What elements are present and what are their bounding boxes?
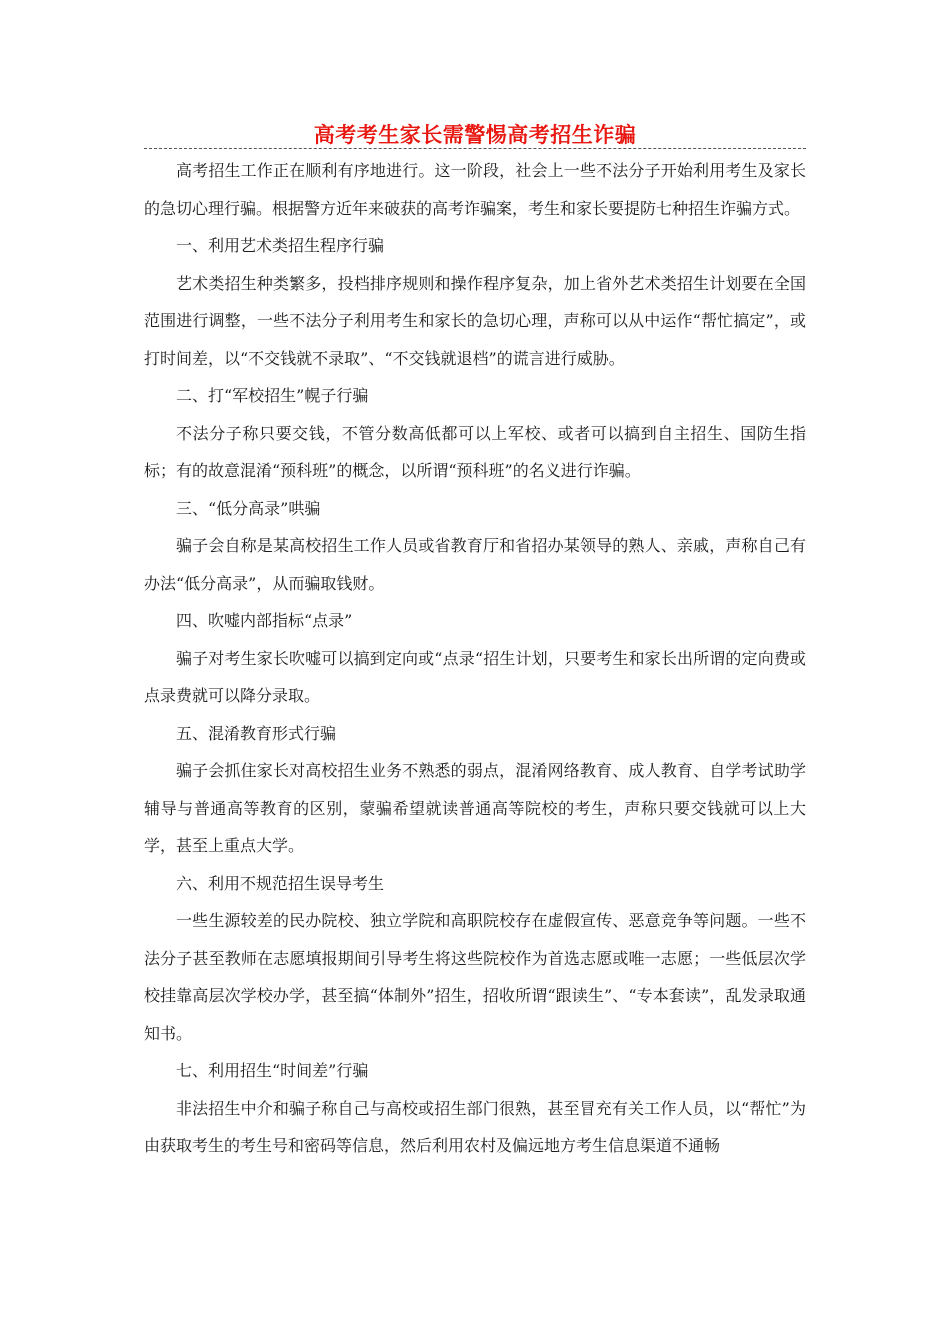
- section-heading-3: 三、“低分高录”哄骗: [176, 498, 321, 518]
- section-body-6: 一些生源较差的民办院校、独立学院和高职院校存在虚假宣传、恶意竞争等问题。一些不法分子甚至教师在志愿填报期间引导考生将这些院校作为首选志愿或唯一志愿；一些低层次学校挂靠高层次学校办学，甚至搞“体制外”招生，招收所谓“跟读生”、“专本套读”，乱发录取通知书。: [144, 911, 806, 1043]
- section-body-1: 艺术类招生种类繁多，投档排序规则和操作程序复杂，加上省外艺术类招生计划要在全国范围进行调整，一些不法分子利用考生和家长的急切心理，声称可以从中运作“帮忙搞定”，或打时间差，以“不交钱就不录取”、“不交钱就退档”的谎言进行威胁。: [144, 273, 806, 368]
- section-heading-2: 二、打“军校招生”幌子行骗: [176, 386, 369, 405]
- section-heading-4: 四、吹嘘内部指标“点录”: [176, 611, 353, 630]
- page-title: [144, 120, 806, 150]
- section-body-3: 骗子会自称是某高校招生工作人员或省教育厅和省招办某领导的熟人、亲戚，声称自己有办法“低分高录”，从而骗取钱财。: [144, 536, 806, 593]
- section-body-2: 不法分子称只要交钱，不管分数高低都可以上军校、或者可以搞到自主招生、国防生指标；有的故意混淆“预科班”的概念，以所谓“预科班”的名义进行诈骗。: [144, 423, 806, 480]
- section-heading-5: 五、混淆教育形式行骗: [176, 723, 337, 743]
- page-title-text: 高考考生家长需警惕高考招生诈骗: [310, 123, 641, 147]
- intro-paragraph: 高考招生工作正在顺利有序地进行。这一阶段，社会上一些不法分子开始利用考生及家长的急切心理行骗。根据警方近年来破获的高考诈骗案，考生和家长要提防七种招生诈骗方式。: [144, 161, 806, 218]
- title-block: [144, 118, 806, 152]
- section-heading-7: 七、利用招生“时间差”行骗: [176, 1061, 369, 1080]
- section-heading-6: 六、利用不规范招生误导考生: [176, 873, 385, 893]
- section-body-7: 非法招生中介和骗子称自己与高校或招生部门很熟，甚至冒充有关工作人员，以“帮忙”为由获取考生的考生号和密码等信息，然后利用农村及偏远地方考生信息渠道不通畅: [144, 1098, 806, 1155]
- section-body-4: 骗子对考生家长吹嘘可以搞到定向或“点录“招生计划，只要考生和家长出所谓的定向费或点录费就可以降分录取。: [144, 648, 806, 705]
- section-body-5: 骗子会抓住家长对高校招生业务不熟悉的弱点，混淆网络教育、成人教育、自学考试助学辅导与普通高等教育的区别，蒙骗希望就读普通高等院校的考生，声称只要交钱就可以上大学，甚至上重点大学。: [144, 761, 806, 855]
- article-body: [144, 152, 806, 1165]
- section-heading-1: 一、利用艺术类招生程序行骗: [176, 236, 385, 255]
